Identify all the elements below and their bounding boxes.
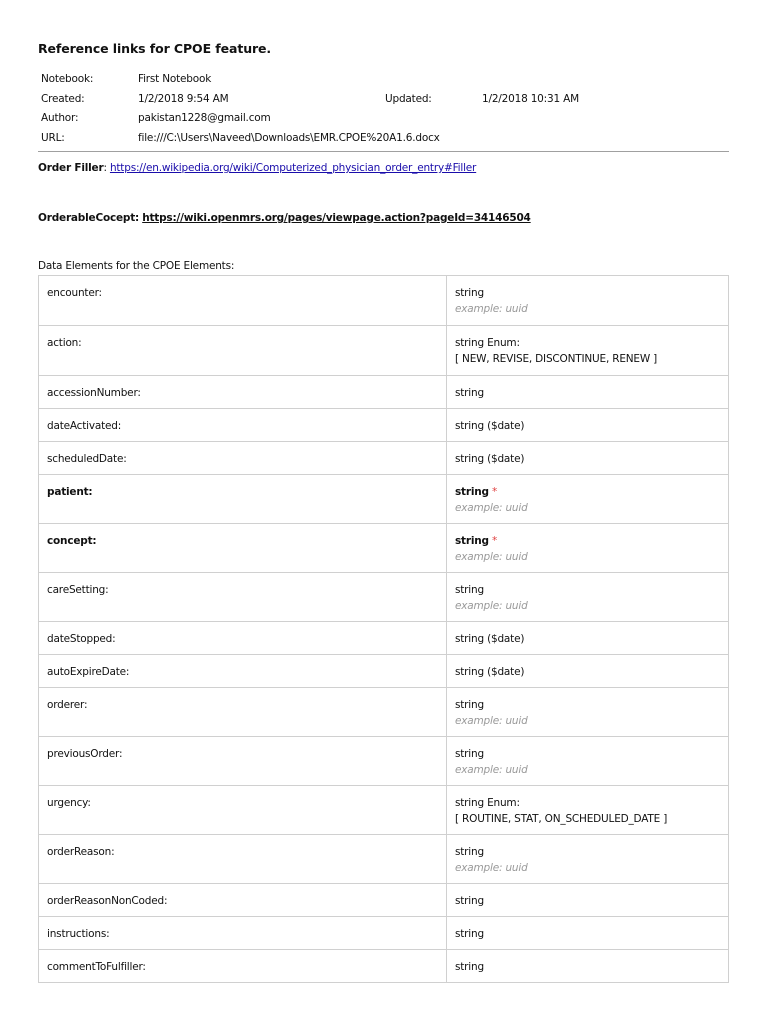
table-row [39,409,729,442]
table-row [39,950,729,983]
table-row [39,884,729,917]
field-type: string ($date) [455,453,525,465]
data-elements-table [38,275,729,983]
notebook-value: First Notebook [138,73,212,85]
orderable-concept-line [38,212,531,224]
field-name: dateStopped: [39,622,447,655]
field-type-cell [447,950,729,983]
field-name: orderReasonNonCoded: [39,884,447,917]
field-name: action: [39,326,447,376]
field-type: string [455,895,484,907]
field-example: example: uuid [455,862,528,874]
field-type-cell [447,475,729,524]
orderable-concept-link[interactable]: https://wiki.openmrs.org/pages/viewpage.action?pageId=34146504 [142,212,531,224]
field-type-cell [447,655,729,688]
notebook-label: Notebook: [41,73,94,85]
field-type: string [455,584,484,596]
created-label: Created: [41,92,85,105]
field-type: string [455,699,484,711]
enum-values: [ NEW, REVISE, DISCONTINUE, RENEW ] [455,353,658,365]
updated-label: Updated: [385,92,432,105]
field-name: commentToFulfiller: [39,950,447,983]
field-name: instructions: [39,917,447,950]
table-row [39,326,729,376]
field-type: string ($date) [455,666,525,678]
field-type-cell [447,737,729,786]
field-example: example: uuid [455,303,528,315]
table-caption: Data Elements for the CPOE Elements: [38,260,235,272]
field-type-cell [447,326,729,376]
table-row [39,688,729,737]
field-name: encounter: [39,276,447,326]
field-type: string [455,961,484,973]
table-row [39,622,729,655]
field-type: string Enum: [455,797,520,809]
created-value: 1/2/2018 9:54 AM [138,92,229,105]
field-type: string [455,486,489,498]
field-type-cell [447,442,729,475]
field-type-cell [447,524,729,573]
field-type-cell [447,688,729,737]
field-name: scheduledDate: [39,442,447,475]
field-type-cell [447,786,729,835]
enum-values: [ ROUTINE, STAT, ON_SCHEDULED_DATE ] [455,813,668,825]
table-row [39,524,729,573]
table-row [39,442,729,475]
meta-row-url [38,132,729,152]
updated-value: 1/2/2018 10:31 AM [482,92,579,105]
field-type: string [455,535,489,547]
field-type: string [455,846,484,858]
note-metadata [38,73,729,151]
required-marker: * [491,535,498,547]
field-name: dateActivated: [39,409,447,442]
url-label: URL: [41,131,65,144]
metadata-divider [38,151,729,152]
field-type: string [455,387,484,399]
table-row [39,573,729,622]
table-row [39,376,729,409]
order-filler-label: Order Filler [38,162,104,174]
field-name: previousOrder: [39,737,447,786]
field-example: example: uuid [455,551,528,563]
field-type: string [455,928,484,940]
field-example: example: uuid [455,764,528,776]
field-type: string Enum: [455,337,520,349]
author-label: Author: [41,112,79,124]
field-type-cell [447,835,729,884]
meta-row-author [38,112,729,132]
table-row [39,655,729,688]
order-filler-link[interactable]: https://en.wikipedia.org/wiki/Computerized_physician_order_entry#Filler [109,162,477,174]
field-name: autoExpireDate: [39,655,447,688]
field-type: string [455,287,484,299]
field-type-cell [447,622,729,655]
field-type-cell [447,884,729,917]
field-example: example: uuid [455,715,528,727]
field-type: string [455,748,484,760]
url-value: file:///C:\Users\Naveed\Downloads\EMR.CPOE%20A1.6.docx [138,131,440,144]
field-name: orderer: [39,688,447,737]
field-type-cell [447,917,729,950]
table-row [39,786,729,835]
note-title: Reference links for CPOE feature. [38,41,272,56]
field-type-cell [447,409,729,442]
field-name: urgency: [39,786,447,835]
field-type-cell [447,376,729,409]
field-type: string ($date) [455,633,525,645]
field-type-cell [447,573,729,622]
field-name: careSetting: [39,573,447,622]
table-row [39,835,729,884]
meta-row-notebook [38,73,729,93]
field-type: string ($date) [455,420,525,432]
field-name: accessionNumber: [39,376,447,409]
table-row [39,276,729,326]
field-name: patient: [39,475,447,524]
meta-row-created [38,93,729,113]
orderable-concept-label: OrderableCocept: [38,212,140,224]
table-row [39,917,729,950]
required-marker: * [491,486,498,498]
order-filler-line [38,162,476,174]
field-name: concept: [39,524,447,573]
order-filler-separator: : [103,162,110,174]
field-example: example: uuid [455,600,528,612]
author-value: pakistan1228@gmail.com [138,112,271,124]
table-row [39,475,729,524]
field-type-cell [447,276,729,326]
field-name: orderReason: [39,835,447,884]
table-row [39,737,729,786]
field-example: example: uuid [455,502,528,514]
